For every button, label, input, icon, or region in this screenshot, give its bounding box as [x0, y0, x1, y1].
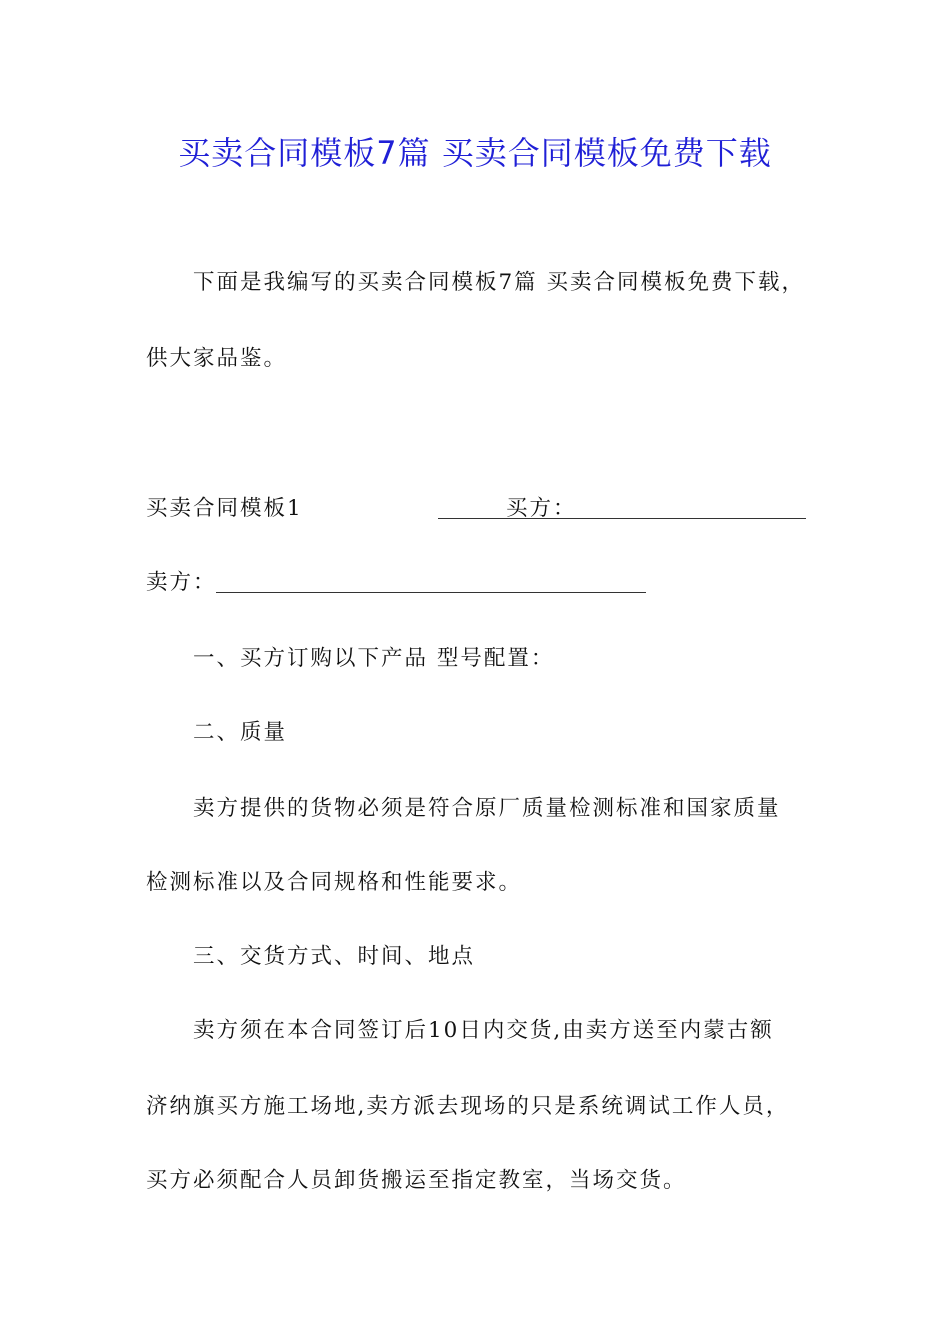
section-3-heading: 三、交货方式、时间、地点 [193, 944, 476, 969]
section-2-body-line-2: 检测标准以及合同规格和性能要求。 [146, 870, 523, 895]
buyer-label: 买方： [506, 496, 577, 521]
section-2-heading: 二、质量 [193, 720, 288, 745]
section-2-body-line-1: 卖方提供的货物必须是符合原厂质量检测标准和国家质量 [193, 796, 781, 821]
buyer-blank-line [438, 500, 806, 519]
seller-row [146, 566, 217, 600]
section-3-body-line-2: 济纳旗买方施工场地,卖方派去现场的只是系统调试工作人员， [146, 1094, 790, 1119]
section-3-body-line-3: 买方必须配合人员卸货搬运至指定教室，当场交货。 [146, 1168, 687, 1193]
intro-paragraph-line-1: 下面是我编写的买卖合同模板7篇 买卖合同模板免费下载， [193, 270, 806, 295]
template-heading: 买卖合同模板1 [146, 496, 303, 521]
document-title: 买卖合同模板7篇 买卖合同模板免费下载 [178, 134, 772, 172]
seller-label: 卖方： [146, 570, 217, 595]
section-1-heading: 一、买方订购以下产品 型号配置： [193, 646, 555, 671]
intro-paragraph-line-2: 供大家品鉴。 [146, 346, 288, 371]
seller-blank-line [216, 574, 646, 593]
section-3-body-line-1: 卖方须在本合同签订后10日内交货,由卖方送至内蒙古额 [193, 1018, 774, 1043]
